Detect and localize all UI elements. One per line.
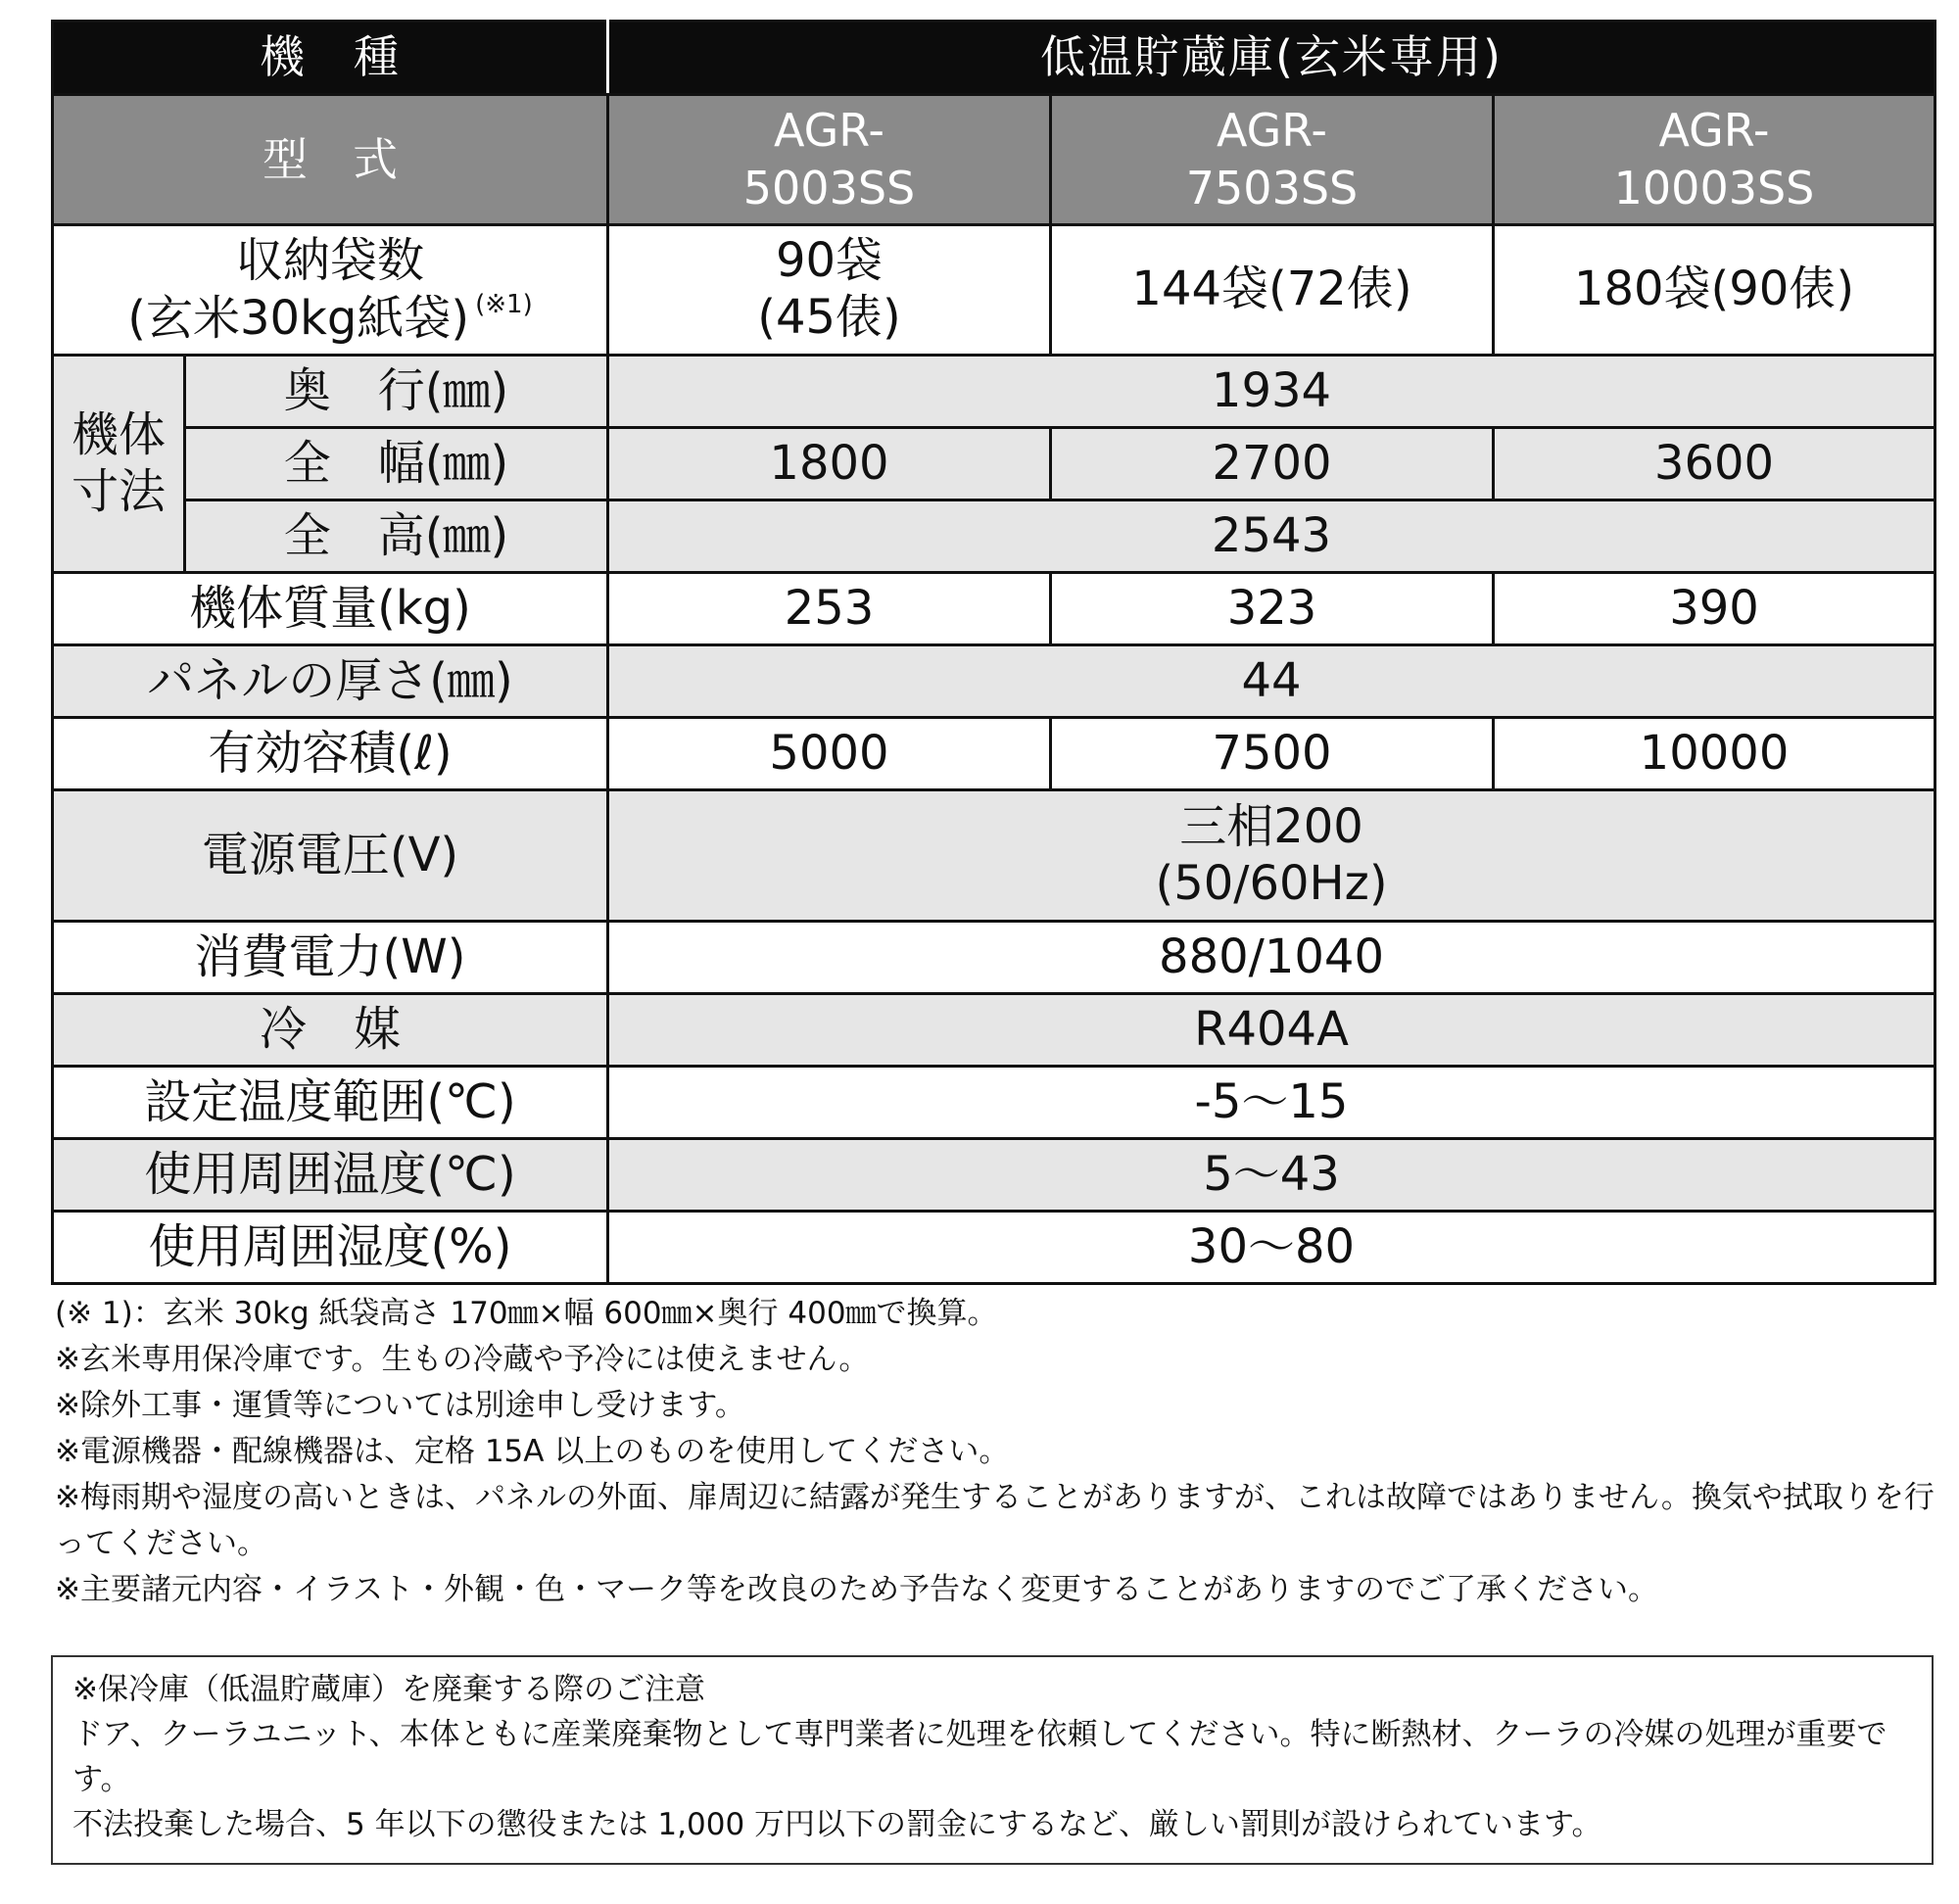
note-4: ※電源機器・配線機器は、定格 15A 以上のものを使用してください。 [55, 1434, 1010, 1469]
bags-value-3: 180袋(90俵) [1494, 225, 1935, 356]
header-label: 機 種 [53, 22, 608, 95]
footnote-marker: (※1) [475, 289, 533, 319]
ambient-temp-label: 使用周囲温度(℃) [53, 1139, 608, 1212]
width-value-3: 3600 [1494, 428, 1935, 500]
bags-label: 収納袋数 (玄米30kg紙袋) $^{(※1)}$ [53, 225, 608, 356]
set-temp-label: 設定温度範囲(℃) [53, 1067, 608, 1139]
power-label: 消費電力(W) [53, 922, 608, 994]
model-label: 型 式 [53, 95, 608, 225]
width-value-2: 2700 [1051, 428, 1494, 500]
ambient-temp-row [53, 1139, 1935, 1212]
volume-row [53, 718, 1935, 790]
volume-value-3: 10000 [1494, 718, 1935, 790]
set-temp-row [53, 1067, 1935, 1139]
note-1: (※ 1)：玄米 30kg 紙袋高さ 170㎜×幅 600㎜×奥行 400㎜で換算。 [55, 1296, 998, 1331]
width-value-1: 1800 [608, 428, 1051, 500]
height-value: 2543 [608, 500, 1935, 573]
power-value: 880/1040 [608, 922, 1935, 994]
width-label: 全 幅(㎜) [185, 428, 608, 500]
ambient-humidity-value: 30〜80 [608, 1212, 1935, 1284]
ambient-humidity-label: 使用周囲湿度(%) [53, 1212, 608, 1284]
mass-value-3: 390 [1494, 573, 1935, 645]
volume-label: 有効容積(ℓ) [53, 718, 608, 790]
mass-value-2: 323 [1051, 573, 1494, 645]
volume-value-1: 5000 [608, 718, 1051, 790]
bags-value-1: 90袋 (45俵) [608, 225, 1051, 356]
mass-label: 機体質量(kg) [53, 573, 608, 645]
refrigerant-label: 冷 媒 [53, 994, 608, 1067]
depth-label: 奥 行(㎜) [185, 356, 608, 428]
note-5: ※梅雨期や湿度の高いときは、パネルの外面、扉周辺に結露が発生することがありますが、これは故障ではありません。換気や拭取りを行ってください。 [55, 1480, 1935, 1561]
height-label: 全 高(㎜) [185, 500, 608, 573]
refrigerant-value: R404A [608, 994, 1935, 1067]
set-temp-value: -5〜15 [608, 1067, 1935, 1139]
voltage-row [53, 790, 1935, 922]
model-cell-1: AGR- 5003SS [608, 95, 1051, 225]
spec-table [51, 20, 1936, 1285]
width-row [53, 428, 1935, 500]
voltage-value: 三相200 (50/60Hz) [608, 790, 1935, 922]
bags-value-2: 144袋(72俵) [1051, 225, 1494, 356]
note-2: ※玄米専用保冷庫です。生もの冷蔵や予冷には使えません。 [55, 1342, 870, 1377]
note-6: ※主要諸元内容・イラスト・外観・色・マーク等を改良のため予告なく変更することがありますのでご了承ください。 [55, 1572, 1659, 1607]
power-row [53, 922, 1935, 994]
model-cell-3: AGR- 10003SS [1494, 95, 1935, 225]
panel-value: 44 [608, 645, 1935, 718]
ambient-temp-value: 5〜43 [608, 1139, 1935, 1212]
voltage-label: 電源電圧(V) [53, 790, 608, 922]
depth-row [53, 356, 1935, 428]
refrigerant-row [53, 994, 1935, 1067]
height-row [53, 500, 1935, 573]
caution-line-1: ドア、クーラユニット、本体ともに産業廃棄物として専門業者に処理を依頼してください。特に断熱材、クーラの冷媒の処理が重要です。 [72, 1717, 1887, 1797]
disposal-caution-box [51, 1655, 1934, 1865]
mass-value-1: 253 [608, 573, 1051, 645]
caution-title: ※保冷庫（低温貯蔵庫）を廃棄する際のご注意 [72, 1672, 705, 1707]
dimensions-group-label: 機体 寸法 [53, 356, 185, 573]
volume-value-2: 7500 [1051, 718, 1494, 790]
ambient-humidity-row [53, 1212, 1935, 1284]
panel-row [53, 645, 1935, 718]
header-row [53, 22, 1935, 95]
bags-row [53, 225, 1935, 356]
panel-label: パネルの厚さ(㎜) [53, 645, 608, 718]
note-3: ※除外工事・運賃等については別途申し受けます。 [55, 1388, 745, 1423]
header-value: 低温貯蔵庫(玄米専用) [608, 22, 1935, 95]
model-row [53, 95, 1935, 225]
caution-line-2: 不法投棄した場合、5 年以下の懲役または 1,000 万円以下の罰金にするなど、厳しい罰則が設けられています。 [72, 1807, 1602, 1842]
mass-row [53, 573, 1935, 645]
footnotes [55, 1291, 1935, 1613]
depth-value: 1934 [608, 356, 1935, 428]
model-cell-2: AGR- 7503SS [1051, 95, 1494, 225]
